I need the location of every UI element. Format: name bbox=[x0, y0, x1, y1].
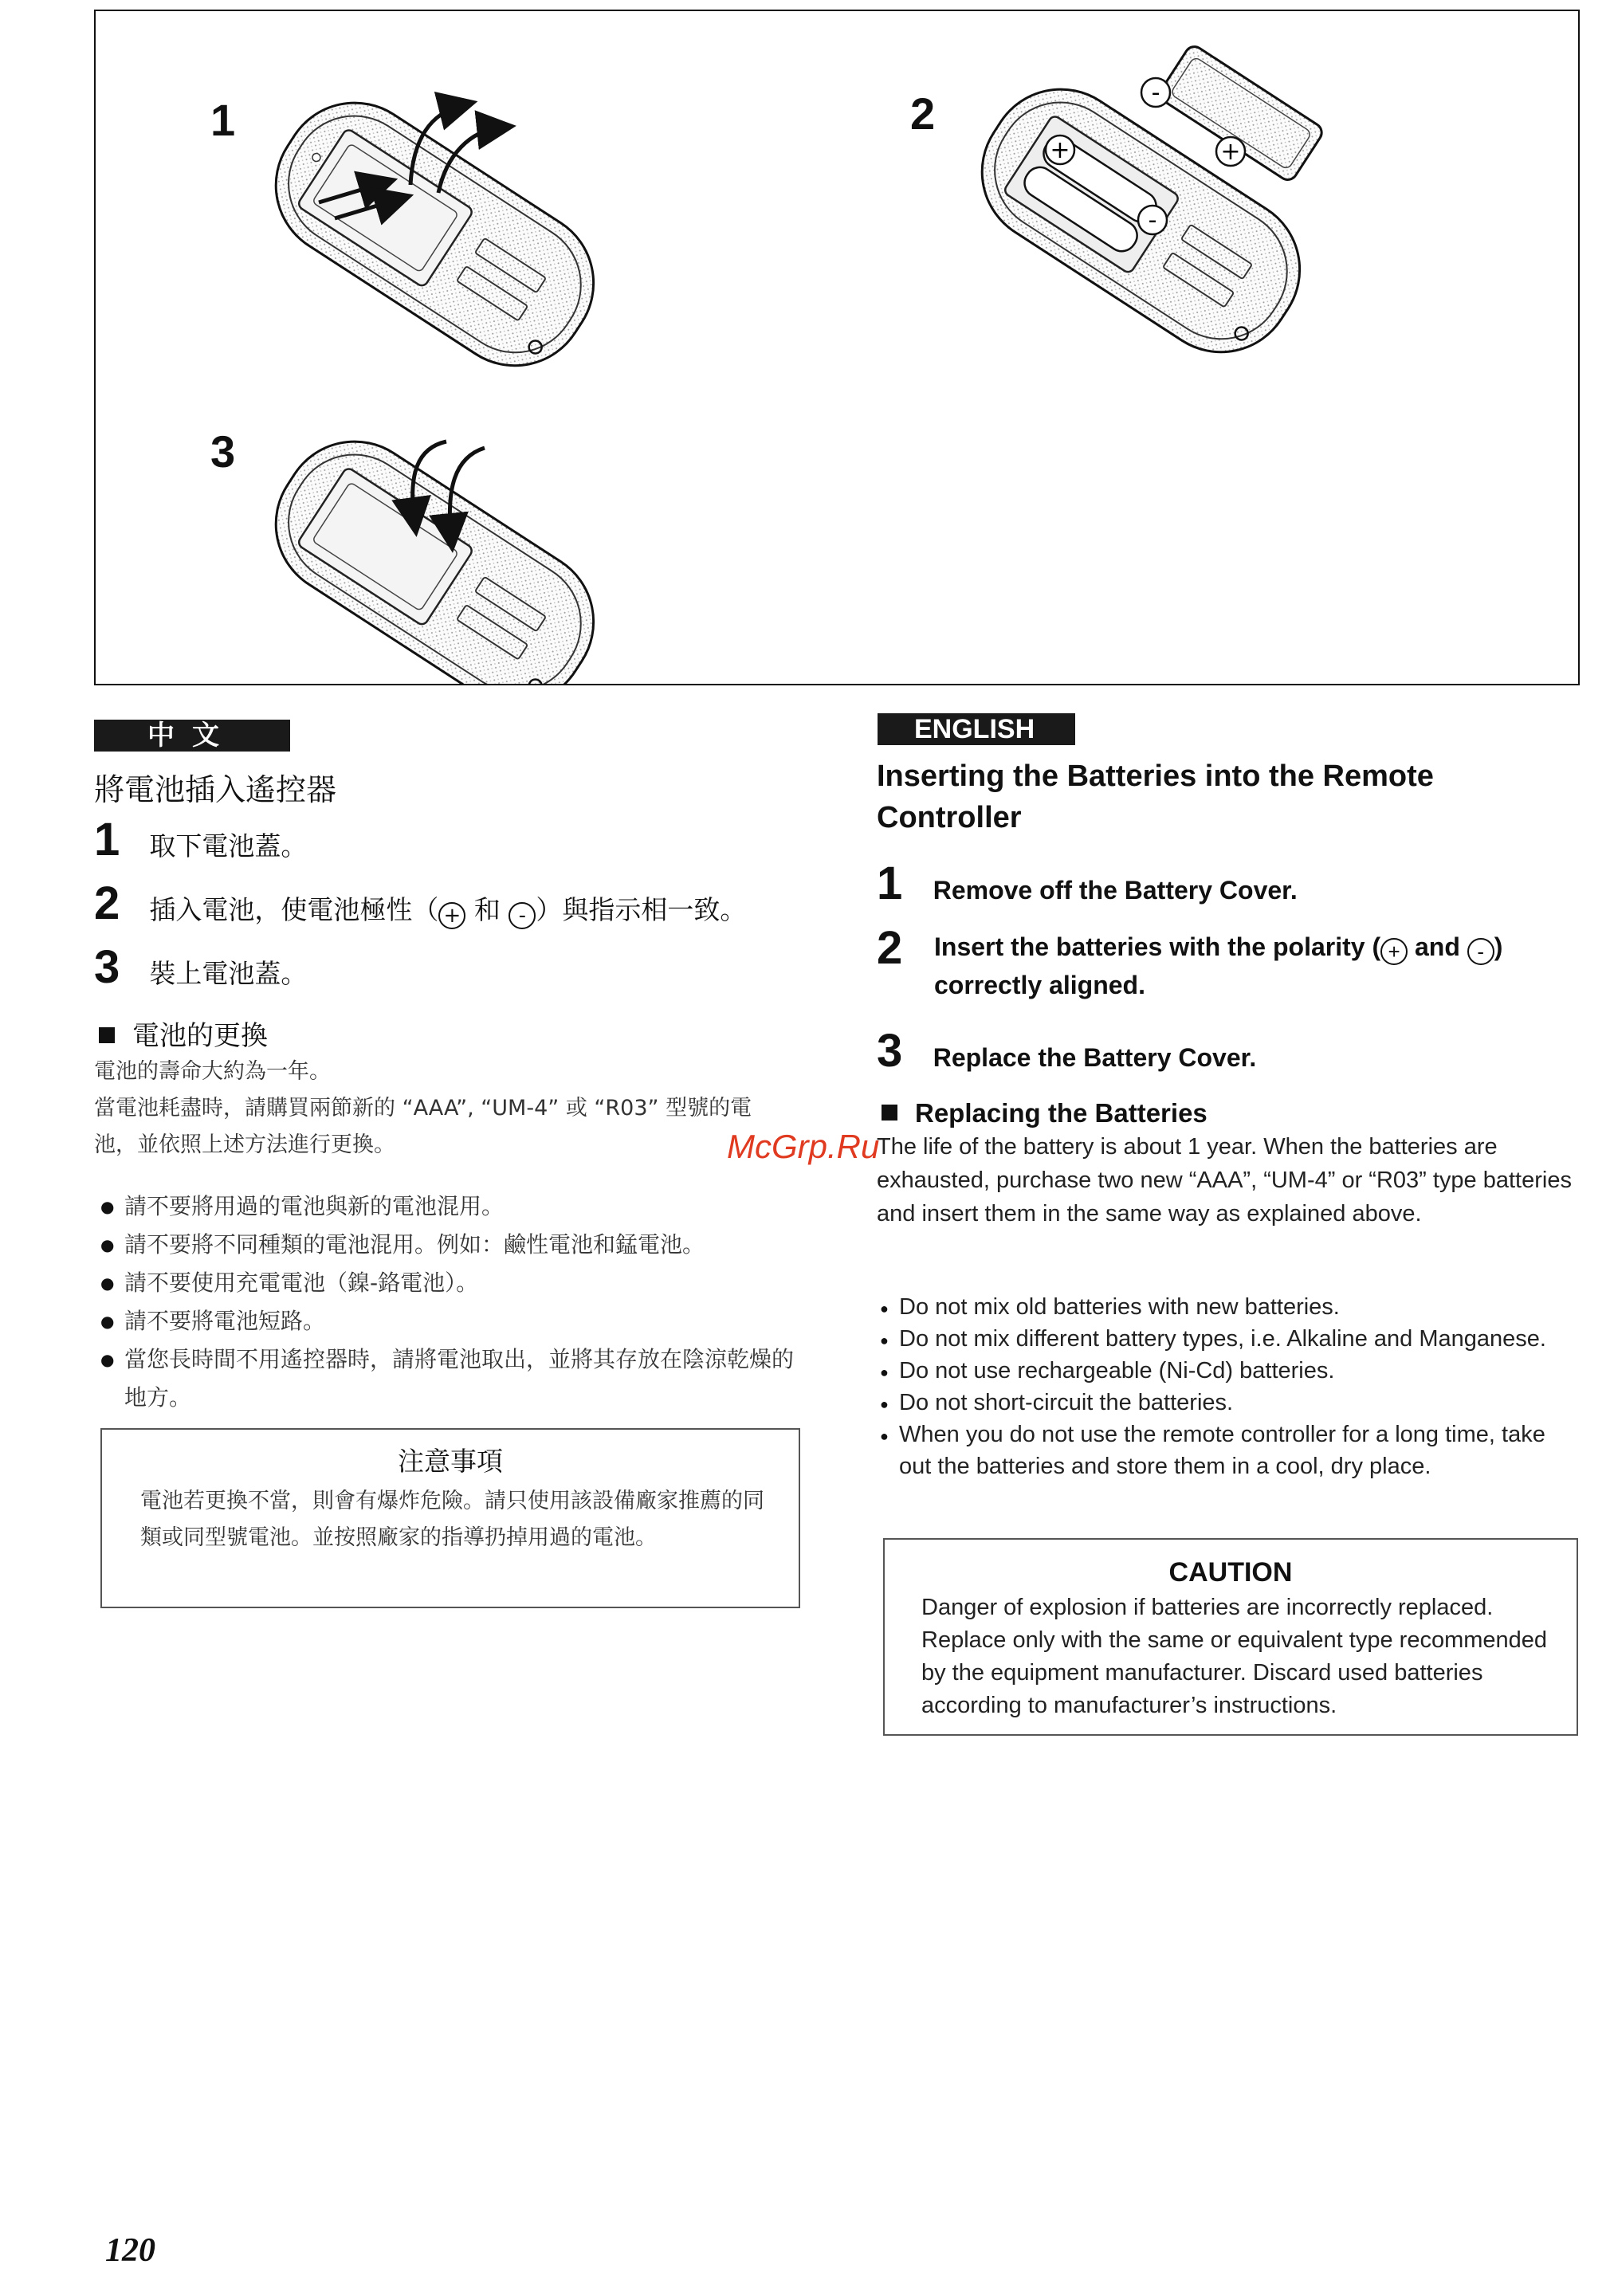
list-item: ● 請不要將不同種類的電池混用。例如：鹼性電池和錳電池。 bbox=[94, 1226, 811, 1264]
list-item: ● Do not mix old batteries with new batteries. bbox=[880, 1291, 1581, 1323]
text-line: 電池的壽命大約為一年。 bbox=[94, 1059, 331, 1084]
chinese-step-3 bbox=[94, 940, 307, 994]
square-bullet-icon bbox=[99, 1027, 115, 1043]
english-warning-list bbox=[880, 1291, 1581, 1482]
text-line: 當電池耗盡時，請購買兩節新的 “AAA”, “UM-4” 或 “R03” 型號的電 bbox=[94, 1096, 752, 1121]
step-text: 取下電池蓋。 bbox=[149, 830, 308, 861]
step-text-part: ）與指示相一致。 bbox=[536, 894, 747, 925]
step-number: 2 bbox=[94, 877, 120, 929]
step-text-and: and bbox=[1414, 932, 1460, 961]
caution-text: 電池若更換不當，則會有爆炸危險。請只使用該設備廠家推薦的同類或同型號電池。並按照廠家的指導扔掉用過的電池。 bbox=[140, 1489, 764, 1550]
english-caution-box bbox=[883, 1538, 1578, 1736]
chinese-caution-box bbox=[100, 1428, 800, 1608]
step-text-part: Insert the batteries with the polarity ( bbox=[934, 932, 1381, 961]
minus-icon: - bbox=[1467, 938, 1494, 965]
page-number: 120 bbox=[105, 2232, 155, 2269]
chinese-replacing-text bbox=[94, 1054, 811, 1164]
list-item: ● 請不要將用過的電池與新的電池混用。 bbox=[94, 1187, 811, 1226]
minus-sign-top: - bbox=[1151, 79, 1160, 107]
list-item: ● Do not short-circuit the batteries. bbox=[880, 1387, 1581, 1419]
list-item: ● When you do not use the remote controller for a long time, take out the batteries and store them in a cool, dry place. bbox=[880, 1419, 1581, 1482]
minus-sign-bottom: - bbox=[1148, 206, 1157, 234]
step-text: Replace the Battery Cover. bbox=[933, 1043, 1257, 1072]
english-step-2 bbox=[877, 921, 1578, 1004]
watermark: McGrp.Ru bbox=[727, 1128, 880, 1165]
illustration-frame bbox=[94, 10, 1580, 685]
caution-text: Danger of explosion if batteries are incorrectly replaced. Replace only with the same or equivalent type recommended by the equipment manufacturer. Discard used batteries according to manufacturer’s instructions. bbox=[921, 1595, 1548, 1718]
figure-label-2: 2 bbox=[910, 88, 936, 139]
list-item: ● 請不要將電池短路。 bbox=[94, 1302, 811, 1340]
plus-sign-left: + bbox=[1050, 136, 1070, 164]
step-text: 裝上電池蓋。 bbox=[149, 958, 308, 989]
text-line: 池，並依照上述方法進行更換。 bbox=[94, 1132, 395, 1157]
list-item: ● Do not use rechargeable (Ni-Cd) batteries. bbox=[880, 1355, 1581, 1387]
remote-step3 bbox=[249, 414, 621, 684]
step-number: 1 bbox=[877, 858, 903, 909]
list-item: ● Do not mix different battery types, i.e. Alkaline and Manganese. bbox=[880, 1323, 1581, 1355]
remote-step1 bbox=[249, 76, 621, 394]
chinese-title: 將電池插入遙控器 bbox=[94, 772, 337, 807]
caution-heading: CAUTION bbox=[1168, 1557, 1293, 1588]
chinese-section-tag: 中文 bbox=[94, 720, 290, 752]
heading-text: 電池的更換 bbox=[132, 1020, 268, 1052]
step-number: 2 bbox=[877, 922, 903, 974]
figure-label-1: 1 bbox=[210, 95, 236, 145]
list-item: ● 當您長時間不用遙控器時，請將電池取出，並將其存放在陰涼乾燥的地方。 bbox=[94, 1340, 811, 1417]
step-number: 1 bbox=[94, 814, 120, 865]
figure-label-3: 3 bbox=[210, 426, 236, 477]
step-number: 3 bbox=[877, 1025, 903, 1077]
battery-illustration bbox=[96, 11, 1578, 684]
minus-icon: - bbox=[509, 902, 536, 929]
english-replacing-text: The life of the battery is about 1 year. When the batteries are exhausted, purchase two new “AAA”, “UM-4” or “R03” type batteries and insert them in the same way as explained above. bbox=[877, 1134, 1572, 1226]
chinese-step-2 bbox=[94, 877, 746, 930]
chinese-replacing-heading bbox=[99, 1014, 268, 1053]
plus-sign-right: + bbox=[1220, 138, 1241, 166]
english-step-1 bbox=[877, 857, 1578, 910]
english-step-3 bbox=[877, 1024, 1578, 1077]
english-title: Inserting the Batteries into the Remote Controller bbox=[877, 759, 1434, 834]
heading-text: Replacing the Batteries bbox=[915, 1098, 1208, 1128]
step-number: 3 bbox=[94, 941, 120, 993]
square-bullet-icon bbox=[882, 1105, 897, 1121]
plus-icon: + bbox=[438, 902, 465, 929]
plus-icon: + bbox=[1380, 938, 1408, 965]
step-text-and: 和 bbox=[473, 894, 501, 925]
step-text: Remove off the Battery Cover. bbox=[933, 876, 1298, 905]
chinese-warning-list bbox=[94, 1187, 811, 1417]
list-item: ● 請不要使用充電電池（鎳-鉻電池）。 bbox=[94, 1264, 811, 1302]
chinese-step-1 bbox=[94, 813, 307, 866]
english-replacing-heading bbox=[882, 1098, 1208, 1128]
step-text-part: ) correctly aligned. bbox=[934, 932, 1503, 999]
caution-heading: 注意事項 bbox=[398, 1446, 503, 1477]
step-text-part: 插入電池，使電池極性（ bbox=[149, 894, 439, 925]
english-section-tag: ENGLISH bbox=[878, 713, 1075, 745]
